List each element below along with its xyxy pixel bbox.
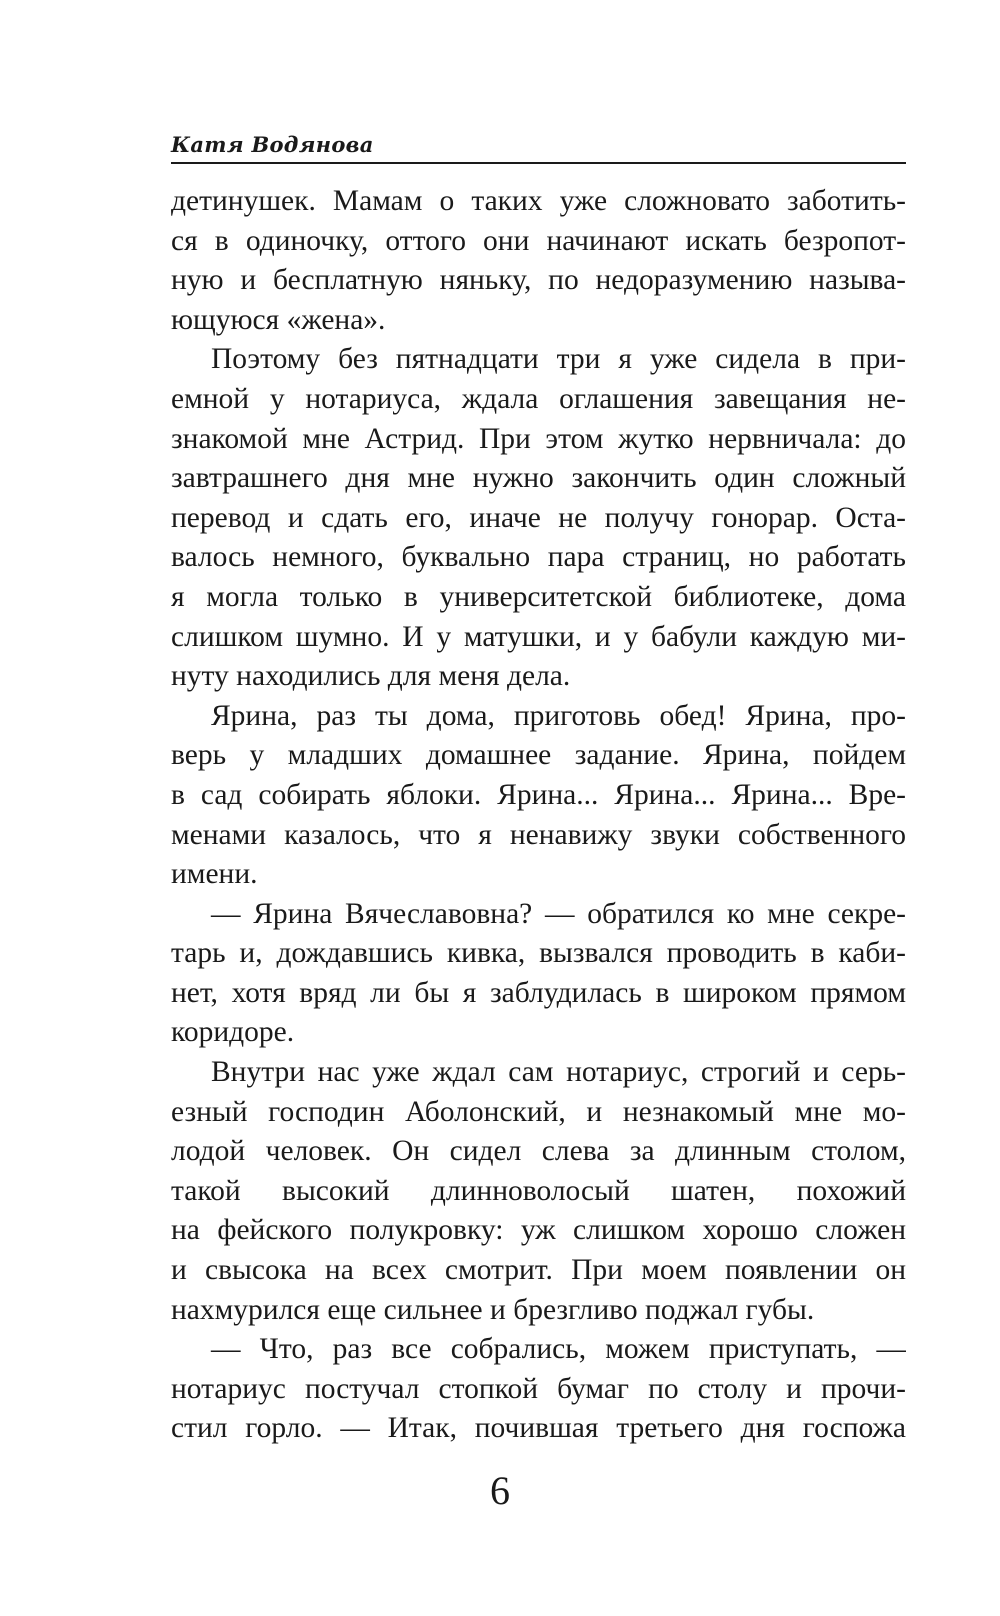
text-line: нотариус постучал стопкой бумаг по столу и прочи- — [171, 1372, 906, 1405]
text-line: Поэтому без пятнадцати три я уже сидела в при- — [211, 343, 906, 376]
text-line: на фейского полукровку: уж слишком хорошо сложен — [171, 1214, 906, 1247]
text-line: тарь и, дождавшись кивка, вызвался проводить в каби- — [171, 937, 906, 970]
text-line: Внутри нас уже ждал сам нотариус, строгий и серь- — [211, 1056, 906, 1089]
text-line: верь у младших домашнее задание. Ярина, пойдем — [171, 739, 906, 772]
text-line: завтрашнего дня мне нужно закончить один сложный — [171, 462, 906, 495]
text-line: нуту находились для меня дела. — [171, 660, 571, 693]
text-line: нахмурился еще сильнее и брезгливо поджал губы. — [171, 1293, 815, 1326]
text-line: в сад собирать яблоки. Ярина... Ярина... Ярина... Вре- — [171, 778, 906, 811]
text-line: имени. — [171, 858, 258, 891]
paragraph — [171, 340, 906, 696]
body-text — [171, 182, 906, 1449]
text-line: ющуюся «жена». — [171, 303, 386, 336]
text-line: слишком шумно. И у матушки, и у бабули каждую ми- — [171, 620, 906, 653]
text-line: менами казалось, что я ненавижу звуки собственного — [171, 818, 906, 851]
text-line: знакомой мне Астрид. При этом жутко нервничала: до — [171, 422, 906, 455]
text-line: валось немного, буквально пара страниц, но работать — [171, 541, 906, 574]
text-line: нет, хотя вряд ли бы я заблудилась в широком прямом — [171, 976, 906, 1009]
text-line: стил горло. — Итак, почившая третьего дня госпожа — [171, 1412, 906, 1445]
page-number: 6 — [490, 1468, 510, 1513]
text-line: езный господин Аболонский, и незнакомый мне мо- — [171, 1095, 906, 1128]
text-line: Ярина, раз ты дома, приготовь обед! Ярина, про- — [211, 699, 906, 732]
text-line: детинушек. Мамам о таких уже сложновато заботить- — [171, 185, 906, 217]
paragraph — [171, 182, 906, 340]
text-line: емной у нотариуса, ждала оглашения завещания не- — [171, 382, 906, 415]
author-name: Катя Водянова — [171, 132, 374, 157]
paragraph — [171, 895, 906, 1053]
text-line: ся в одиночку, оттого они начинают искать безропот- — [171, 224, 906, 257]
paragraph — [171, 1053, 906, 1330]
text-line: я могла только в университетской библиотеке, дома — [171, 580, 906, 613]
paragraph — [171, 697, 906, 895]
text-line: и свысока на всех смотрит. При моем появлении он — [171, 1254, 906, 1287]
running-head — [171, 124, 906, 164]
text-line: коридоре. — [171, 1016, 295, 1049]
text-line: — Что, раз все собрались, можем приступать, — — [211, 1333, 906, 1366]
text-line: такой высокий длинноволосый шатен, похожий — [171, 1174, 906, 1207]
text-line: ную и бесплатную няньку, по недоразумению называ- — [171, 264, 906, 297]
text-line: перевод и сдать его, иначе не получу гонорар. Оста- — [171, 501, 906, 534]
text-line: лодой человек. Он сидел слева за длинным столом, — [171, 1135, 906, 1168]
paragraph — [171, 1330, 906, 1449]
text-line: — Ярина Вячеславовна? — обратился ко мне секре- — [211, 897, 906, 930]
